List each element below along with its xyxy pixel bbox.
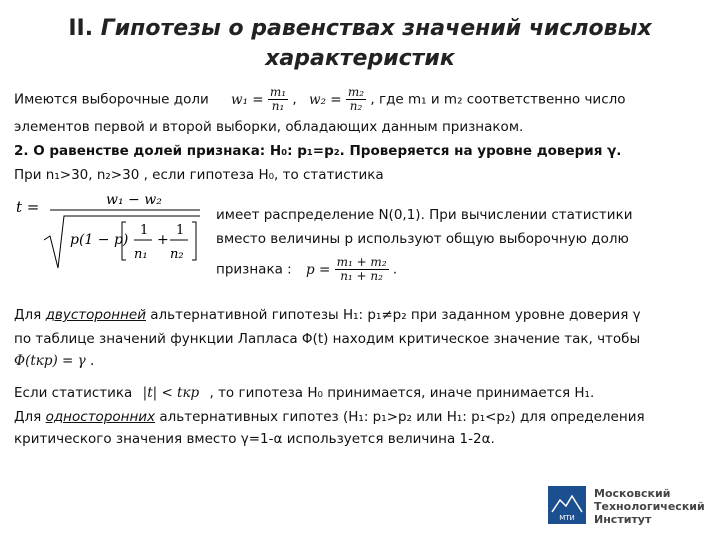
w2-lhs: w₂ = — [309, 91, 342, 108]
t-p-part: p(1 − p) — [70, 232, 129, 248]
p1-lead: Имеются выборочные доли — [14, 91, 209, 108]
t-n2: n₂ — [170, 247, 184, 262]
t-n1: n₁ — [134, 247, 148, 262]
w1-denominator: n₁ — [271, 99, 285, 113]
p4-line3 — [216, 256, 397, 283]
p-fraction — [335, 256, 389, 283]
p6-pre: Если статистика — [14, 385, 133, 401]
p3-line: При n₁>30, n₂>30 , если гипотеза H₀, то статистика — [14, 167, 384, 183]
p1-line1 — [14, 86, 626, 113]
p4-label: признака : — [216, 261, 292, 278]
p1-sep: , — [292, 91, 297, 108]
title-prefix: II. — [68, 16, 101, 41]
t-eq: t = — [16, 198, 40, 216]
p6-math: |t| < tкр — [142, 385, 200, 401]
p2-line: 2. О равенстве долей признака: H₀: p₁=p₂. Проверяется на уровне доверия γ. — [14, 143, 622, 159]
slide-title — [0, 14, 720, 74]
p-numerator: m₁ + m₂ — [336, 255, 387, 269]
p7-line1 — [14, 408, 645, 426]
p7-pre: Для — [14, 409, 46, 425]
p1-line2: элементов первой и второй выборки, обладающих данным признаком. — [14, 119, 524, 135]
p5-line2: по таблице значений функции Лапласа Φ(t) находим критическое значение так, чтобы — [14, 331, 641, 347]
title-line2: характеристик — [265, 46, 455, 71]
title-line1: Гипотезы о равенствах значений числовых — [100, 16, 652, 41]
p4-dot: . — [392, 261, 398, 278]
p6-post: , то гипотеза H₀ принимается, иначе принимается H₁. — [209, 385, 595, 401]
p7-line2: критического значения вместо γ=1-α используется величина 1-2α. — [14, 431, 495, 447]
w1-numerator: m₁ — [269, 85, 287, 99]
w2-denominator: n₂ — [349, 99, 363, 113]
p-lhs: p = — [306, 261, 331, 278]
p5-line1 — [14, 306, 641, 324]
w1-fraction — [268, 86, 288, 113]
p4-line1: имеет распределение N(0,1). При вычислении статистики — [216, 207, 633, 223]
t-plus: + — [157, 232, 169, 248]
p5-italic: двусторонней — [45, 307, 146, 323]
paren-right — [192, 222, 196, 260]
p1-tail: , где m₁ и m₂ соответственно число — [370, 91, 626, 108]
t-statistic-formula — [14, 192, 204, 272]
t-one-b: 1 — [176, 223, 185, 238]
p5-post: альтернативной гипотезы H₁: p₁≠p₂ при заданном уровне доверия γ — [145, 307, 641, 323]
logo-badge: МТИ — [559, 514, 575, 522]
logo-line3: Институт — [594, 513, 652, 526]
p7-italic: односторонних — [45, 409, 156, 425]
t-one-a: 1 — [140, 223, 149, 238]
w1-lhs: w₁ = — [231, 91, 264, 108]
mti-logo — [548, 486, 586, 524]
p7-post: альтернативных гипотез (H₁: p₁>p₂ или H₁: p₁<p₂) для определения — [155, 409, 645, 425]
logo-line2: Технологический — [594, 500, 705, 513]
w2-numerator: m₂ — [347, 85, 365, 99]
p6-line — [14, 384, 594, 402]
p5-pre: Для — [14, 307, 46, 323]
logo-line1: Московский — [594, 487, 671, 500]
p5-laplace-eq: Φ(tкр) = γ . — [14, 353, 95, 369]
logo-mountain-icon — [548, 486, 586, 524]
w2-fraction — [346, 86, 366, 113]
p4-line2: вместо величины p используют общую выборочную долю — [216, 231, 629, 247]
t-numerator: w₁ − w₂ — [106, 192, 162, 208]
p-denominator: n₁ + n₂ — [340, 269, 383, 283]
logo-text — [594, 487, 705, 526]
